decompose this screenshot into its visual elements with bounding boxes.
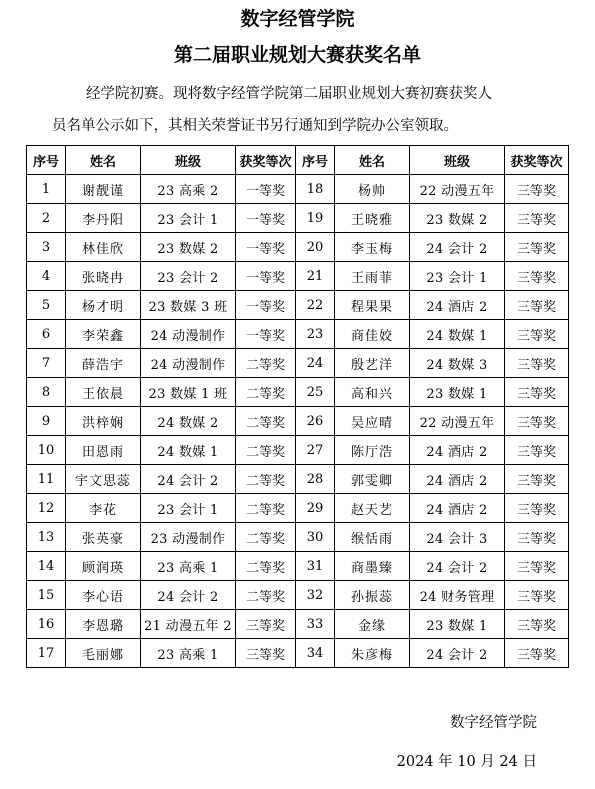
cell-index: 9 [27,407,66,436]
cell-class: 24 动漫制作 [141,320,236,349]
intro-paragraph [52,78,572,142]
cell-award: 三等奖 [505,204,569,233]
cell-award: 一等奖 [236,175,296,204]
cell-index: 13 [27,523,66,552]
table-row [27,581,569,610]
cell-name: 李花 [66,494,141,523]
cell-name: 李心语 [66,581,141,610]
cell-award: 二等奖 [236,552,296,581]
cell-name: 张英豪 [66,523,141,552]
cell-name: 孙振蕊 [335,581,410,610]
cell-name: 李恩璐 [66,610,141,639]
table-row [27,436,569,465]
cell-class: 24 数媒 1 [410,320,505,349]
cell-class: 23 高乘 1 [141,639,236,668]
document-org-title: 数字经管学院 [240,8,355,30]
cell-name: 王晓雅 [335,204,410,233]
cell-class: 24 酒店 2 [410,436,505,465]
cell-award: 一等奖 [236,320,296,349]
col-header-class: 班级 [410,146,505,175]
table-row [27,204,569,233]
col-header-name: 姓名 [66,146,141,175]
cell-award: 三等奖 [505,494,569,523]
cell-class: 24 酒店 2 [410,494,505,523]
cell-name: 商墨臻 [335,552,410,581]
cell-class: 23 数媒 2 [141,233,236,262]
cell-award: 三等奖 [505,465,569,494]
cell-index: 12 [27,494,66,523]
cell-name: 赵天艺 [335,494,410,523]
cell-name: 金缘 [335,610,410,639]
cell-index: 31 [296,552,335,581]
cell-award: 二等奖 [236,465,296,494]
table-row [27,610,569,639]
table-row [27,407,569,436]
cell-award: 三等奖 [505,320,569,349]
cell-index: 3 [27,233,66,262]
cell-name: 陈厅浩 [335,436,410,465]
intro-line-1: 经学院初赛。现将数字经管学院第二届职业规划大赛初赛获奖人 [86,86,492,102]
table-row [27,320,569,349]
cell-name: 宇文思蕊 [66,465,141,494]
col-header-award: 获奖等次 [236,146,296,175]
cell-index: 21 [296,262,335,291]
cell-index: 23 [296,320,335,349]
table-row [27,349,569,378]
cell-name: 李玉梅 [335,233,410,262]
cell-class: 24 数媒 2 [141,407,236,436]
cell-award: 二等奖 [236,436,296,465]
cell-class: 24 会计 2 [141,581,236,610]
cell-award: 二等奖 [236,407,296,436]
cell-index: 11 [27,465,66,494]
table-row [27,465,569,494]
cell-award: 二等奖 [236,581,296,610]
cell-index: 1 [27,175,66,204]
cell-class: 24 酒店 2 [410,291,505,320]
cell-name: 杨帅 [335,175,410,204]
cell-award: 三等奖 [505,233,569,262]
cell-award: 二等奖 [236,349,296,378]
cell-name: 李丹阳 [66,204,141,233]
document-title: 第二届职业规划大赛获奖名单 [173,44,421,66]
signature: 数字经管学院 [450,715,537,731]
cell-index: 26 [296,407,335,436]
cell-index: 15 [27,581,66,610]
cell-name: 程果果 [335,291,410,320]
cell-class: 23 动漫制作 [141,523,236,552]
cell-award: 三等奖 [236,610,296,639]
cell-index: 16 [27,610,66,639]
cell-award: 二等奖 [236,523,296,552]
cell-class: 23 会计 1 [141,494,236,523]
cell-award: 三等奖 [505,523,569,552]
cell-name: 王依晨 [66,378,141,407]
table-row [27,552,569,581]
cell-class: 23 数媒 3 班 [141,291,236,320]
cell-class: 24 会计 2 [141,465,236,494]
cell-name: 商佳姣 [335,320,410,349]
intro-line-2: 员名单公示如下，其相关荣誉证书另行通知到学院办公室领取。 [52,118,458,134]
awards-table [26,145,569,668]
cell-index: 17 [27,639,66,668]
cell-class: 23 数媒 1 [410,610,505,639]
cell-award: 三等奖 [505,610,569,639]
cell-class: 23 会计 1 [141,204,236,233]
col-header-name: 姓名 [335,146,410,175]
cell-class: 24 财务管理 [410,581,505,610]
table-row [27,639,569,668]
cell-award: 三等奖 [505,436,569,465]
cell-index: 4 [27,262,66,291]
cell-award: 三等奖 [505,175,569,204]
cell-class: 23 数媒 1 [410,378,505,407]
cell-name: 林佳欣 [66,233,141,262]
cell-name: 顾润瑛 [66,552,141,581]
cell-index: 5 [27,291,66,320]
cell-award: 三等奖 [505,407,569,436]
cell-name: 洪梓娴 [66,407,141,436]
cell-award: 三等奖 [505,262,569,291]
cell-name: 田恩雨 [66,436,141,465]
cell-class: 24 会计 3 [410,523,505,552]
cell-name: 朱彦梅 [335,639,410,668]
table-row [27,175,569,204]
cell-name: 殷艺洋 [335,349,410,378]
table-row [27,233,569,262]
cell-class: 23 会计 2 [141,262,236,291]
cell-index: 24 [296,349,335,378]
cell-class: 21 动漫五年 2 [141,610,236,639]
cell-index: 20 [296,233,335,262]
cell-class: 23 会计 1 [410,262,505,291]
cell-award: 一等奖 [236,233,296,262]
cell-award: 二等奖 [236,494,296,523]
cell-award: 一等奖 [236,262,296,291]
cell-name: 张晓冉 [66,262,141,291]
cell-class: 23 高乘 1 [141,552,236,581]
cell-index: 10 [27,436,66,465]
table-row [27,262,569,291]
table-row [27,378,569,407]
cell-index: 27 [296,436,335,465]
cell-class: 23 数媒 1 班 [141,378,236,407]
table-row [27,494,569,523]
cell-name: 缑恬雨 [335,523,410,552]
cell-index: 2 [27,204,66,233]
cell-index: 32 [296,581,335,610]
cell-index: 33 [296,610,335,639]
cell-index: 28 [296,465,335,494]
cell-name: 薛浩宇 [66,349,141,378]
cell-index: 6 [27,320,66,349]
cell-class: 22 动漫五年 [410,407,505,436]
cell-index: 30 [296,523,335,552]
cell-index: 7 [27,349,66,378]
col-header-class: 班级 [141,146,236,175]
cell-award: 三等奖 [236,639,296,668]
cell-name: 毛丽娜 [66,639,141,668]
table-row [27,291,569,320]
cell-class: 23 数媒 2 [410,204,505,233]
cell-class: 24 动漫制作 [141,349,236,378]
cell-index: 34 [296,639,335,668]
cell-index: 25 [296,378,335,407]
cell-award: 三等奖 [505,581,569,610]
cell-name: 郭雯卿 [335,465,410,494]
cell-index: 29 [296,494,335,523]
cell-award: 一等奖 [236,204,296,233]
col-header-index: 序号 [27,146,66,175]
cell-name: 李荣鑫 [66,320,141,349]
cell-class: 24 数媒 3 [410,349,505,378]
cell-award: 三等奖 [505,639,569,668]
cell-name: 高和兴 [335,378,410,407]
cell-index: 19 [296,204,335,233]
cell-class: 24 酒店 2 [410,465,505,494]
col-header-index: 序号 [296,146,335,175]
cell-class: 24 会计 2 [410,552,505,581]
cell-award: 三等奖 [505,349,569,378]
cell-award: 三等奖 [505,291,569,320]
cell-index: 22 [296,291,335,320]
col-header-award: 获奖等次 [505,146,569,175]
cell-award: 三等奖 [505,552,569,581]
cell-class: 24 会计 2 [410,233,505,262]
cell-award: 一等奖 [236,291,296,320]
table-row [27,523,569,552]
cell-award: 二等奖 [236,378,296,407]
cell-name: 杨才明 [66,291,141,320]
cell-index: 14 [27,552,66,581]
cell-class: 24 会计 2 [410,639,505,668]
table-header-row [27,146,569,175]
cell-index: 18 [296,175,335,204]
cell-award: 三等奖 [505,378,569,407]
document-date: 2024 年 10 月 24 日 [396,754,537,770]
cell-index: 8 [27,378,66,407]
cell-name: 王雨菲 [335,262,410,291]
cell-class: 23 高乘 2 [141,175,236,204]
cell-name: 吴应晴 [335,407,410,436]
cell-class: 22 动漫五年 [410,175,505,204]
cell-class: 24 数媒 1 [141,436,236,465]
cell-name: 谢靓谨 [66,175,141,204]
